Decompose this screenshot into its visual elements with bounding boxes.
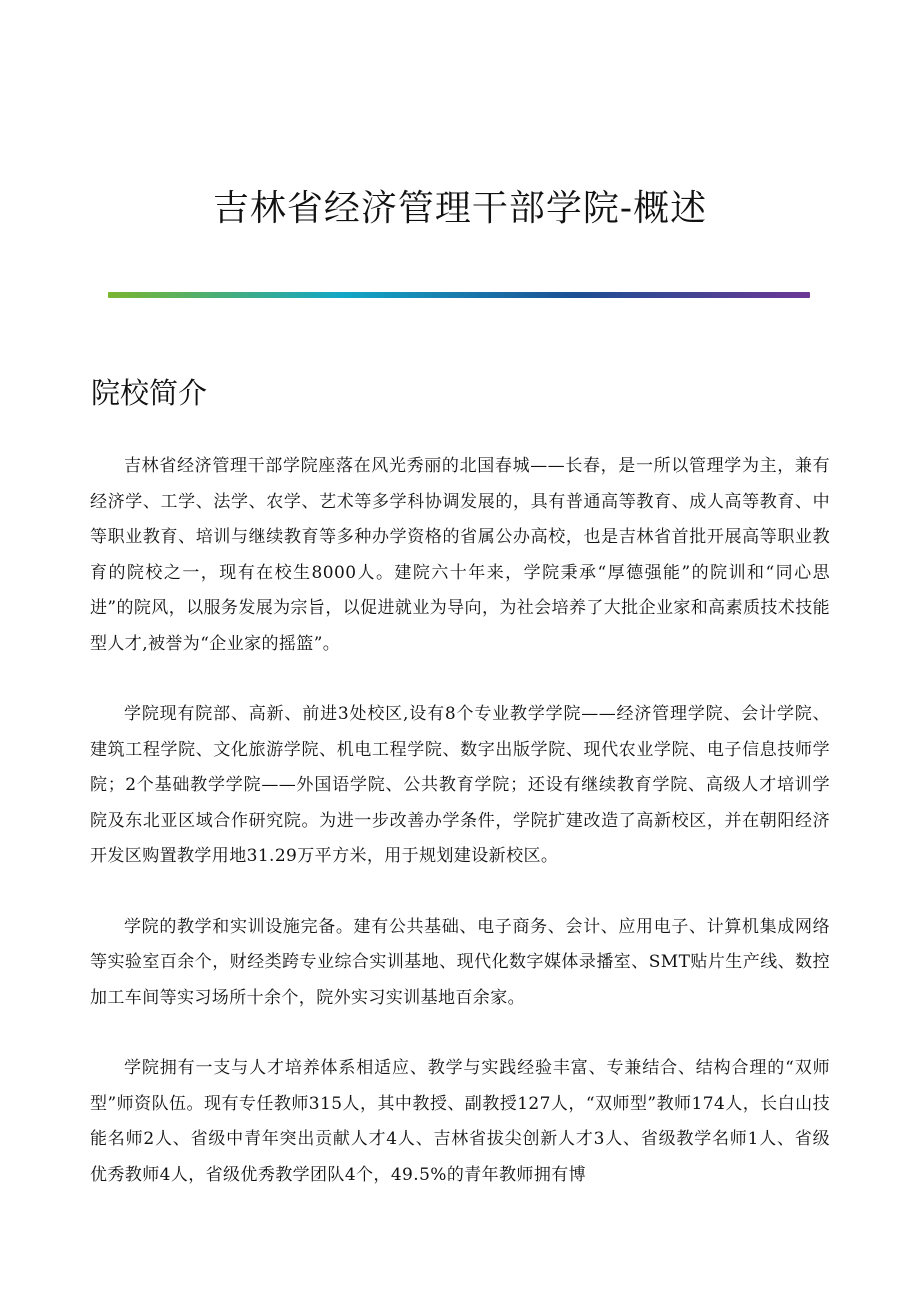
paragraph-faculty: 学院拥有一支与人才培养体系相适应、教学与实践经验丰富、专兼结合、结构合理的“双师型”师资队伍。现有专任教师315人，其中教授、副教授127人，“双师型”教师174人，长白山技能名师2人、省级中青年突出贡献人才4人、吉林省拔尖创新人才3人、省级教学名师1人、省级优秀教师4人，省级优秀教学团队4个，49.5%的青年教师拥有博 [90,1058,830,1185]
title-divider [108,292,810,298]
document-title: 吉林省经济管理干部学院-概述 [212,188,708,229]
paragraph-campuses: 学院现有院部、高新、前进3处校区,设有8个专业教学学院——经济管理学院、会计学院、建筑工程学院、文化旅游学院、机电工程学院、数字出版学院、现代农业学院、电子信息技师学院；2个基础教学学院——外国语学院、公共教育学院；还设有继续教育学院、高级人才培训学院及东北亚区域合作研究院。为进一步改善办学条件，学院扩建改造了高新校区，并在朝阳经济开发区购置教学用地31.29万平方米，用于规划建设新校区。 [90,704,830,866]
paragraph-intro: 吉林省经济管理干部学院座落在风光秀丽的北国春城——长春，是一所以管理学为主，兼有经济学、工学、法学、农学、艺术等多学科协调发展的，具有普通高等教育、成人高等教育、中等职业教育、培训与继续教育等多种办学资格的省属公办高校，也是吉林省首批开展高等职业教育的院校之一，现有在校生8000人。建院六十年来，学院秉承“厚德强能”的院训和“同心思进”的院风，以服务发展为宗旨，以促进就业为导向，为社会培养了大批企业家和高素质技术技能型人才,被誉为“企业家的摇篮”。 [90,456,830,654]
paragraph-facilities: 学院的教学和实训设施完备。建有公共基础、电子商务、会计、应用电子、计算机集成网络等实验室百余个，财经类跨专业综合实训基地、现代化数字媒体录播室、SMT贴片生产线、数控加工车间等实习场所十余个，院外实习实训基地百余家。 [90,916,830,1008]
section-heading: 院校简介 [91,376,208,410]
section-body [90,449,830,1193]
